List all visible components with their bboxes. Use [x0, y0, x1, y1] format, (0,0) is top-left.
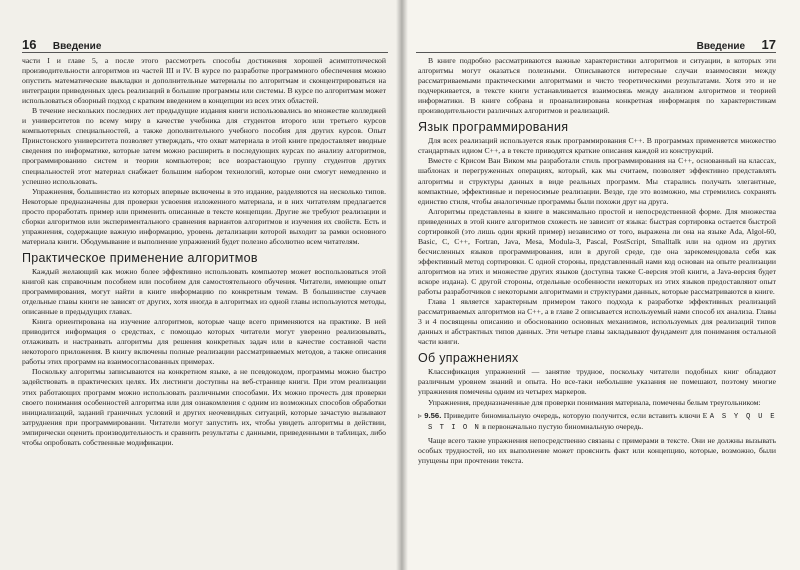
right-page: [402, 0, 800, 570]
header-rule: [416, 52, 776, 53]
paragraph: В течение нескольких последних лет предыдущие издания книги использовались во множестве колледжей и университетов по всему миру в качестве учебника для студентов второго или третьего курсов компьютерных специальностей, а также дополнительного учебного пособия для других курсов. Опыт Принстонского университета позволяет утверждать, что охват материала в этой книге предоставляет вводные сведения по информатике, которые затем можно расширить в последующих курсах по анализу алгоритмов, программированию систем и теории компьютеров; все возрастающую группу студентов других специальностей этот материал снабжает большим набором технологий, которые они смогут немедленно и успешно использовать.: [22, 106, 386, 186]
paragraph: В книге подробно рассматриваются важные характеристики алгоритмов и ситуации, в которых эти алгоритмы могут оказаться полезными. Описываются интересные случаи взаимосвязи между рассматриваемыми практическими алгоритмами и чисто теоретическими результатами. Хотя это и не подчеркивается, в тексте книги устанавливается взаимосвязь между анализом алгоритмов и теорией информатики. В книге собрана и проанализирована конкретная информация по характеристикам производительности различных алгоритмов и реализаций.: [418, 56, 776, 116]
paragraph: части I и главе 5, а после этого рассмотреть способы достижения хорошей асимптотической производительности алгоритмов из частей III и IV. В курсе по разработке программного обеспечения можно опустить математические выкладки и дополнительные материалы по алгоритмам и сконцентрироваться на интеграции приведенных здесь реализаций в большие программы или системы. В курсе по алгоритмам может использоваться обзорный подход с кратким введением в концепции из всех этих областей.: [22, 56, 386, 106]
exercise-keys: A S Y Q U E S T I O N: [428, 412, 777, 432]
white-triangle-icon: ▹: [418, 410, 422, 420]
paragraph: Книга ориентирована на изучение алгоритмов, которые чаще всего применяются на практике. В ней приводится информация о средствах, с помощью которых читатели могут уверенно реализовывать, отлаживать и настраивать алгоритмы для решения конкретных задач или в качестве составной части некоторого приложения. В книгу включены полные реализации рассматриваемых методов, а также описания работы этих программ на взаимосогласованных примерах.: [22, 317, 386, 367]
section-heading: Об упражнениях: [418, 351, 519, 366]
section-heading: Язык программирования: [418, 120, 569, 135]
header-rule: [22, 52, 388, 53]
page-number: 16: [22, 37, 37, 52]
paragraph: Глава 1 является характерным примером такого подхода к разработке эффективных реализаций рассматриваемых алгоритмов на C++, а в главе 2 описывается используемый нами способ их анализа. Главы 3 и 4 посвящены описанию и обоснованию основных механизмов, используемых для реализаций типов данных и абстрактных типов данных. Эти четыре главы закладывают фундамент для понимания остальной части книги.: [418, 297, 776, 347]
right-page-body: [418, 56, 776, 562]
page-number: 17: [761, 37, 776, 52]
paragraph: Упражнения, предназначенные для проверки понимания материала, помечены белым треугольником:: [428, 397, 761, 407]
section-heading: Практическое применение алгоритмов: [22, 250, 258, 265]
running-header: Введение: [52, 41, 102, 52]
paragraph: Классификация упражнений — занятие трудное, поскольку читатели подобных книг обладают различным уровнем знаний и опыта. Но все-таки небольшие указания не помешают, поэтому многие упражнения помечены одним из четырех маркеров.: [418, 367, 776, 397]
paragraph: Чаще всего такие упражнения непосредственно связаны с примерами в тексте. Они не должны вызывать особых трудностей, но их выполнение может прояснить факт или концепцию, которые, возможно, были упущены при прочтении текста.: [418, 435, 776, 465]
book-gutter: [396, 0, 408, 570]
exercise-text: Приведите биномиальную очередь, которую получится, если вставить ключи E: [443, 410, 708, 420]
paragraph: Вместе с Крисом Ван Виком мы разработали стиль программирования на C++, основанный на классах, шаблонах и перегруженных операциях, который, как мы считаем, позволяет эффективно представлять алгоритмы и структуры данных в виде реальных программ. Мы старались получать элегантные, компактные, эффективные и переносимые реализации. Везде, где это возможно, мы стремились сохранять единство стиля, чтобы аналогичные программы были похожи друг на друга.: [418, 156, 776, 206]
paragraph: Упражнения, большинство из которых впервые включены в это издание, разделяются на несколько типов. Некоторые предназначены для проверки усвоения изложенного материала, и в них читателям предлагается просто проработать пример или применить описанные в тексте концепции. Другие же требуют реализации и сборки алгоритмов или экспериментального сравнения вариантов алгоритмов и изучения их свойств. Есть и упражнения, содержащие важную информацию, уровень детализации которой выходит за рамки основного материала книги. Ободумывание и выполнение упражнений будет полезно абсолютно всем читателям.: [22, 186, 386, 246]
paragraph: Поскольку алгоритмы записываются на конкретном языке, а не псевдокодом, программы можно быстро задействовать в практических целях. Их листинги доступны на веб-странице книги. При этом реализации этих работающих программ можно использовать различными способами. Их можно прочесть для проверки своего понимания особенностей алгоритма или для ознакомления с одним из возможных способов обработки инициализаций, заданий граничных условий и других неочевидных ситуаций, которые зачастую вызывают затруднения при программировании. Читатели могут запустить их, чтобы увидеть алгоритмы в действии, эмпирически оценить производительность и сравнить результаты с данными, приведенными в таблицах, либо чтобы опробовать собственные модификации.: [22, 367, 386, 447]
exercise-text-end: в первоначально пустую биномиальную очередь.: [482, 421, 644, 431]
paragraph: Для всех реализаций используется язык программирования C++. В программах применяется множество стандартных идиом C++, а в тексте приводятся краткие описания каждой из конструкций.: [418, 136, 776, 156]
paragraph: Каждый желающий как можно более эффективно использовать компьютер может воспользоваться этой книгой как справочным пособием или пособием для самостоятельного обучения. Читатели, имеющие опыт программирования, могут найти в книге информацию по конкретным темам. В большинстве случаев отдельные главы книги не зависят от других, хотя иногда в алгоритмах из одной главы используются методы, описанные в предыдущих главах.: [22, 266, 386, 317]
paragraph: Алгоритмы представлены в книге в максимально простой и непосредственной форме. Для множества приведенных в этой книге алгоритмов схожесть не зависит от языка: быстрая сортировка остается быстрой сортировкой (это лишь один яркий пример) независимо от того, выражена ли она на языке Ada, Algol-60, Basic, C, C++, Fortran, Java, Mesa, Modula-3, Pascal, PostScript, Smalltalk или на одном из других бесчисленных языков программирования, или в другой среде, где она зарекомендовала себя как эффективный метод сортировки. С одной стороны, представленный нами код основан на опыте реализации алгоритмов на этих и множестве других языков (доступна также C-версия этой книги, а Java-версия будет вскоре издана). С другой стороны, отдельные особенности некоторых из этих языков предоставляют опыт работы разработчиков с некоторыми алгоритмами и структурами данных, которые рассматриваются в книге.: [418, 206, 776, 297]
exercise-item: [418, 411, 776, 433]
running-header: Введение: [696, 41, 746, 52]
exercise-number: 9.56.: [424, 410, 442, 420]
left-page-body: [22, 56, 386, 562]
